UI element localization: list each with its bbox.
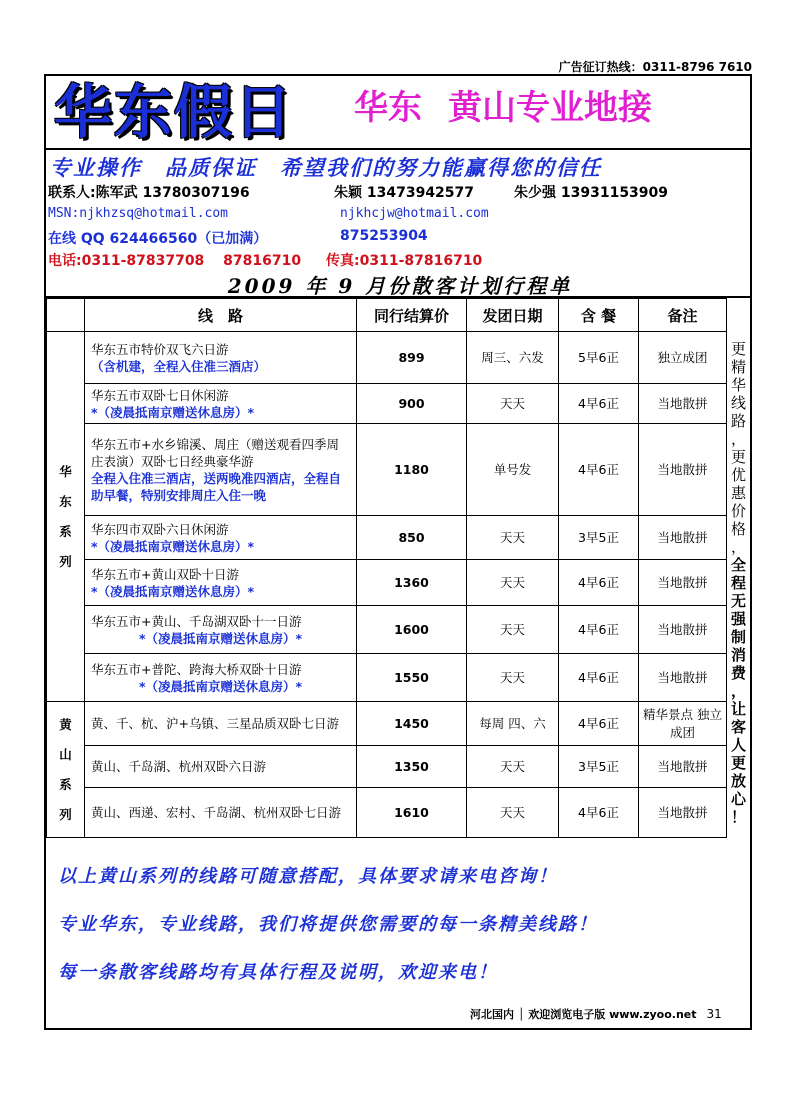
note-cell: 独立成团 bbox=[639, 332, 727, 384]
table-row bbox=[47, 702, 727, 746]
side-note-char: ， bbox=[730, 682, 746, 700]
route-cell bbox=[85, 560, 357, 606]
plan-title: 2009 年 9 月份散客计划行程单 bbox=[227, 274, 573, 298]
route-name: 华东四市双卧六日休闲游 bbox=[91, 521, 229, 537]
tagline: 专业操作 品质保证 希望我们的努力能赢得您的信任 bbox=[50, 155, 602, 180]
category-huangshan: 黄 山 系 列 bbox=[47, 702, 85, 838]
msn-1: MSN:njkhzsq@hotmail.com bbox=[48, 206, 229, 221]
date-cell: 天天 bbox=[467, 654, 559, 702]
side-note-char: 价 bbox=[730, 502, 746, 520]
route-note: *（凌晨抵南京赠送休息房）* bbox=[138, 630, 303, 646]
note-cell: 当地散拼 bbox=[639, 424, 727, 516]
side-note-char: 更 bbox=[730, 448, 746, 466]
itinerary-table bbox=[46, 298, 727, 838]
route-note: （含机建，全程入住准三酒店） bbox=[91, 358, 267, 374]
price-cell: 1350 bbox=[357, 746, 467, 788]
table-row bbox=[47, 788, 727, 838]
note-cell: 当地散拼 bbox=[639, 746, 727, 788]
msn-2: njkhcjw@hotmail.com bbox=[340, 206, 489, 221]
date-cell: 周三、六发 bbox=[467, 332, 559, 384]
note-cell: 当地散拼 bbox=[639, 560, 727, 606]
bottom-note-3: 每一条散客线路均有具体行程及说明，欢迎来电！ bbox=[58, 962, 498, 983]
price-cell: 1180 bbox=[357, 424, 467, 516]
side-note-char: 全 bbox=[730, 556, 746, 574]
side-note-char: 更 bbox=[730, 754, 746, 772]
note-cell: 当地散拼 bbox=[639, 606, 727, 654]
side-note-char: 客 bbox=[730, 718, 746, 736]
brand-logo: 华东假日 bbox=[54, 78, 295, 146]
table-row bbox=[47, 424, 727, 516]
route-note: *（凌晨抵南京赠送休息房）* bbox=[91, 404, 255, 420]
route-cell bbox=[85, 332, 357, 384]
note-cell: 当地散拼 bbox=[639, 654, 727, 702]
note-cell: 当地散拼 bbox=[639, 788, 727, 838]
header-route: 线 路 bbox=[85, 299, 357, 332]
price-cell: 850 bbox=[357, 516, 467, 560]
contact-chen: 联系人:陈军武 13780307196 bbox=[48, 185, 250, 201]
qq-1: 在线 QQ 624466560（已加满） bbox=[48, 231, 268, 247]
fax: 传真:0311-87816710 bbox=[326, 253, 483, 269]
side-note bbox=[726, 298, 750, 838]
meal-cell: 3早5正 bbox=[559, 746, 639, 788]
date-cell: 天天 bbox=[467, 746, 559, 788]
side-note-char: 惠 bbox=[730, 484, 746, 502]
qq-2: 875253904 bbox=[340, 228, 428, 244]
side-note-char: 精 bbox=[730, 358, 746, 376]
price-cell: 1550 bbox=[357, 654, 467, 702]
side-note-char: 消 bbox=[730, 646, 746, 664]
header-date: 发团日期 bbox=[467, 299, 559, 332]
slogan-part-b: 黄山专业地接 bbox=[448, 88, 652, 128]
side-note-char: 华 bbox=[730, 376, 746, 394]
header-slogan bbox=[354, 88, 652, 128]
route-name: 黄、千、杭、沪+乌镇、三星品质双卧七日游 bbox=[91, 716, 339, 731]
slogan-part-a: 华东 bbox=[354, 88, 422, 128]
route-note: *（凌晨抵南京赠送休息房）* bbox=[138, 678, 303, 694]
side-note-char: 更 bbox=[730, 340, 746, 358]
route-name: 华东五市双卧七日休闲游 bbox=[91, 387, 229, 403]
side-note-char: 人 bbox=[730, 736, 746, 754]
header-meal: 含 餐 bbox=[559, 299, 639, 332]
side-note-char: ！ bbox=[730, 808, 746, 826]
meal-cell: 4早6正 bbox=[559, 424, 639, 516]
note-cell: 精华景点 独立成团 bbox=[639, 702, 727, 746]
footer bbox=[470, 1006, 722, 1022]
price-cell: 1360 bbox=[357, 560, 467, 606]
date-cell: 天天 bbox=[467, 560, 559, 606]
side-note-char: 制 bbox=[730, 628, 746, 646]
route-note: 全程入住准三酒店，送两晚准四酒店，全程自助早餐，特别安排周庄入住一晚 bbox=[91, 470, 342, 503]
route-note: *（凌晨抵南京赠送休息房）* bbox=[91, 583, 255, 599]
meal-cell: 4早6正 bbox=[559, 702, 639, 746]
route-name: 黄山、千岛湖、杭州双卧六日游 bbox=[91, 759, 267, 774]
route-cell bbox=[85, 516, 357, 560]
side-note-char: 优 bbox=[730, 466, 746, 484]
contact-zhu-ying: 朱颖 13473942577 bbox=[334, 185, 475, 201]
meal-cell: 5早6正 bbox=[559, 332, 639, 384]
date-cell: 每周 四、六 bbox=[467, 702, 559, 746]
date-cell: 天天 bbox=[467, 606, 559, 654]
route-name: 华东五市+水乡锦溪、周庄（赠送观看四季周庄表演）双卧七日经典豪华游 bbox=[91, 436, 339, 469]
side-note-char: 格 bbox=[730, 520, 746, 538]
footer-text: 河北国内 │ 欢迎浏览电子版 www.zyoo.net bbox=[470, 1008, 697, 1021]
meal-cell: 4早6正 bbox=[559, 788, 639, 838]
side-note-char: 程 bbox=[730, 574, 746, 592]
ad-hotline: 广告征订热线：0311-8796 7610 bbox=[558, 60, 752, 74]
header-note: 备注 bbox=[639, 299, 727, 332]
meal-cell: 3早5正 bbox=[559, 516, 639, 560]
route-name: 华东五市特价双飞六日游 bbox=[91, 341, 229, 357]
table-row bbox=[47, 746, 727, 788]
side-note-char: 放 bbox=[730, 772, 746, 790]
side-note-char: 让 bbox=[730, 700, 746, 718]
table-row bbox=[47, 606, 727, 654]
date-cell: 天天 bbox=[467, 788, 559, 838]
bottom-note-2: 专业华东，专业线路，我们将提供您需要的每一条精美线路！ bbox=[58, 914, 598, 935]
route-cell bbox=[85, 702, 357, 746]
side-note-char: ， bbox=[730, 538, 746, 556]
side-note-char: 无 bbox=[730, 592, 746, 610]
meal-cell: 4早6正 bbox=[559, 384, 639, 424]
header-blank bbox=[47, 299, 85, 332]
table-row bbox=[47, 516, 727, 560]
route-cell bbox=[85, 606, 357, 654]
side-note-char: 心 bbox=[730, 790, 746, 808]
side-note-char: 强 bbox=[730, 610, 746, 628]
date-cell: 天天 bbox=[467, 384, 559, 424]
route-cell bbox=[85, 788, 357, 838]
route-cell bbox=[85, 424, 357, 516]
table-header-row bbox=[47, 299, 727, 332]
price-cell: 900 bbox=[357, 384, 467, 424]
side-note-char: ， bbox=[730, 430, 746, 448]
route-name: 华东五市+普陀、跨海大桥双卧十日游 bbox=[91, 661, 302, 677]
price-cell: 1450 bbox=[357, 702, 467, 746]
side-note-char: 路 bbox=[730, 412, 746, 430]
note-cell: 当地散拼 bbox=[639, 516, 727, 560]
price-cell: 899 bbox=[357, 332, 467, 384]
table-row bbox=[47, 560, 727, 606]
route-note: *（凌晨抵南京赠送休息房）* bbox=[91, 538, 255, 554]
route-name: 黄山、西递、宏村、千岛湖、杭州双卧七日游 bbox=[91, 805, 342, 820]
meal-cell: 4早6正 bbox=[559, 560, 639, 606]
price-cell: 1610 bbox=[357, 788, 467, 838]
price-cell: 1600 bbox=[357, 606, 467, 654]
phone: 电话:0311-87837708 87816710 bbox=[48, 253, 302, 269]
side-note-char: 费 bbox=[730, 664, 746, 682]
meal-cell: 4早6正 bbox=[559, 606, 639, 654]
bottom-note-1: 以上黄山系列的线路可随意搭配，具体要求请来电咨询！ bbox=[58, 866, 558, 887]
table-row bbox=[47, 384, 727, 424]
meal-cell: 4早6正 bbox=[559, 654, 639, 702]
route-cell bbox=[85, 654, 357, 702]
note-cell: 当地散拼 bbox=[639, 384, 727, 424]
contact-zhu-shaoqiang: 朱少强 13931153909 bbox=[514, 185, 669, 201]
side-note-char: 线 bbox=[730, 394, 746, 412]
date-cell: 单号发 bbox=[467, 424, 559, 516]
date-cell: 天天 bbox=[467, 516, 559, 560]
route-cell bbox=[85, 384, 357, 424]
header-price: 同行结算价 bbox=[357, 299, 467, 332]
table-row bbox=[47, 654, 727, 702]
category-huadong: 华 东 系 列 bbox=[47, 332, 85, 702]
page-number: 31 bbox=[706, 1007, 722, 1021]
route-cell bbox=[85, 746, 357, 788]
header bbox=[46, 76, 750, 150]
table-row bbox=[47, 332, 727, 384]
route-name: 华东五市+黄山、千岛湖双卧十一日游 bbox=[91, 613, 302, 629]
route-name: 华东五市+黄山双卧十日游 bbox=[91, 566, 239, 582]
